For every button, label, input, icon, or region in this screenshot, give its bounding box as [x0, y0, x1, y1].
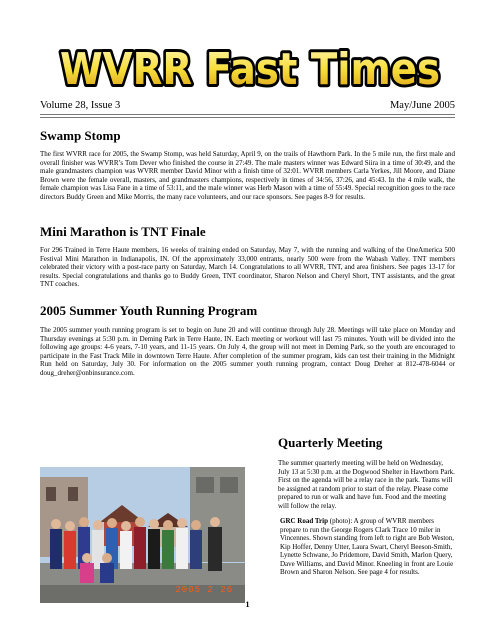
page-number: 1 [245, 600, 250, 609]
mini-marathon-body: For 296 Trained in Terre Haute members, 16 weeks of training ended on Saturday, May 7, with the running and walking of the OneAmerica 500 Festival Mini Marathon in Indianapolis, IN. Of the approximately 33,000 entrants, nearly 500 were from the Wabash Valley. TNT members celebrated their victory with a post-race party on Saturday, March 14. Congratulations to all WVRR, TNT, and area finishers. See pages 13-17 for results. Special congratulations and thanks go to Buddy Green, TNT coordinator, Sharon Nelson and Cheryl Short, TNT assistants, and the great TNT coaches. [40, 246, 455, 288]
youth-program-heading: 2005 Summer Youth Running Program [40, 303, 258, 318]
swamp-stomp-heading: Swamp Stomp [40, 128, 121, 143]
group-photo [40, 467, 245, 603]
header-rule-bottom [40, 117, 455, 118]
photo-caption-lead: GRC Road Trip [280, 517, 328, 525]
photo-caption [280, 517, 455, 577]
issue-date: May/June 2005 [389, 100, 455, 111]
masthead [56, 36, 444, 100]
quarterly-meeting-heading: Quarterly Meeting [278, 435, 383, 450]
header-rule-top [40, 114, 455, 115]
masthead-title: WVRR Fast Times [60, 44, 440, 95]
masthead-logo [56, 36, 444, 100]
issue-volume: Volume 28, Issue 3 [40, 100, 121, 111]
photo-date-stamp: 2005 2 26 [175, 585, 233, 595]
group-photo-illustration [40, 467, 245, 603]
mini-marathon-heading: Mini Marathon is TNT Finale [40, 224, 206, 239]
quarterly-meeting-body: The summer quarterly meeting will be held on Wednesday, July 13 at 5:30 p.m. at the Dogwood Shelter in Hawthorn Park. First on the agenda will be a relay race in the park. Teams will be assigned at random prior to start of the relay. Please come prepared to run or walk and have fun. Food and the meeting will follow the relay. [278, 459, 455, 510]
swamp-stomp-body: The first WVRR race for 2005, the Swamp Stomp, was held Saturday, April 9, on the trails of Hawthorn Park. In the 5 mile run, the first male and overall finisher was WVRR’s Tom Dever who finished the course in 27:49. The male masters winner was Edward Siira in a time of 30:49, and the male grandmasters champion was WVRR member David Minor with a finish time of 32:01. WVRR members Carla Yerkes, Jill Moore, and Diane Brown were the female overall, masters, and grandmasters champions, respectively in times of 34:56, 37:26, and 45:43. In the 4 mile walk, the female champion was Lisa Fane in a time of 53:11, and the male winner was Herb Mason with a time of 55:49. Special recognition goes to the race directors Buddy Green and Mike Morris, the many race volunteers, and our race sponsors. See pages 8-9 for results. [40, 150, 455, 201]
photo-caption-body: (photo): A group of WVRR members prepare to run the George Rogers Clark Trace 10 miler in Vincennes. Shown standing from left to right are Bob Weston, Kip Hoffer, Denny Utter, Laura Swart, Cheryl Beeson-Smith, Lynette Schwane, Jo Pridemore, David Smith, Marlon Query, Dave Williams, and David Minor. Kneeling in front are Louie Brown and Sharon Nelson. See page 4 for results. [280, 517, 455, 576]
youth-program-body: The 2005 summer youth running program is set to begin on June 20 and will continue through July 28. Meetings will take place on Monday and Thursday evenings at 5:30 p.m. in Deming Park in Terre Haute, IN. Each meeting or workout will last 75 minutes. Youth will be divided into the following age groups: 4-6 years, 7-10 years, and 11-15 years. On July 4, the group will not meet in Deming Park, so the youth are encouraged to participate in the Fast Track Mile in downtown Terre Haute. After completion of the summer program, kids can test their training in the Midnight Run held on Saturday, July 30. For information on the 2005 summer youth running program, contact Doug Dreher at 812-478-6044 or doug_dreher@onbinsurance.com. [40, 326, 455, 377]
